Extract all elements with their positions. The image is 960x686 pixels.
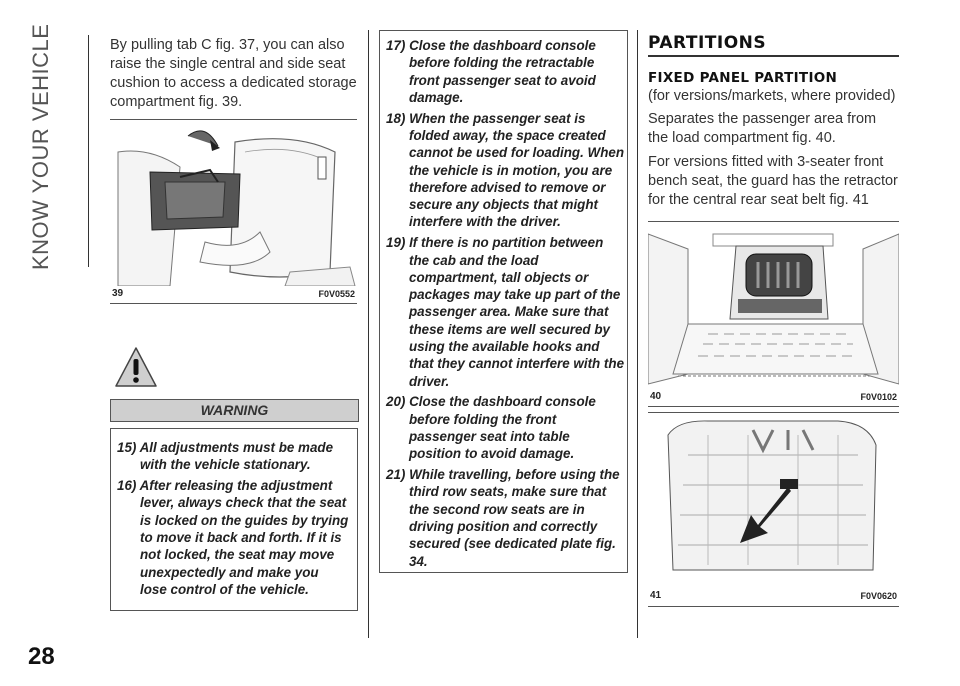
intro-paragraph: By pulling tab C fig. 37, you can also raise the single central and side seat cushion to access a dedicated storage compartment fig. 39. xyxy=(110,37,357,110)
page-number: 28 xyxy=(28,643,55,670)
figure-code: F0V0620 xyxy=(860,591,897,601)
figure-40 xyxy=(648,221,899,407)
figure-code: F0V0552 xyxy=(318,289,355,299)
section-heading: PARTITIONS xyxy=(648,33,767,53)
partition-paragraph-2: For versions fitted with 3-seater front bench seat, the guard has the retractor for the central rear seat belt fig. 41 xyxy=(648,154,898,208)
notes-box-continued xyxy=(379,30,628,573)
figure-code: F0V0102 xyxy=(860,392,897,402)
note-16: 16) After releasing the adjustment lever, always check that the seat is locked on the guides by trying to move it back and forth. If it is not locked, the seat may move unexpectedly and make you lose control of the vehicle. xyxy=(117,478,349,597)
partition-retractor-illustration xyxy=(648,415,899,585)
warning-title: WARNING xyxy=(200,402,269,418)
chapter-title-text: KNOW YOUR VEHICLE xyxy=(28,23,53,270)
note-18: 18) When the passenger seat is folded away, the space created cannot be used for loading. When the vehicle is in motion, you are therefore advised to remove or secure any objects that might interfere with the driver. xyxy=(386,110,624,230)
note-17: 17) Close the dashboard console before folding the retractable front passenger seat to avoid damage. xyxy=(386,38,596,105)
figure-number: 41 xyxy=(650,590,662,601)
warning-title-bar xyxy=(110,399,359,422)
column-divider-2 xyxy=(637,30,638,638)
note-21: 21) While travelling, before using the third row seats, make sure that the second row seats are in driving position and correctly secured (see dedicated plate fig. 34. xyxy=(386,467,620,569)
figure-number: 39 xyxy=(112,288,124,299)
partition-paragraph-1: Separates the passenger area from the load compartment fig. 40. xyxy=(648,111,877,146)
note-15: 15) All adjustments must be made with the vehicle stationary. xyxy=(117,440,334,473)
warning-notes-box xyxy=(110,428,358,611)
figure-number: 40 xyxy=(650,391,662,402)
note-19: 19) If there is no partition between the cab and the load compartment, tall objects or packages may take up part of the passenger area. Make sure that these items are well secured by using the available hooks and that they cannot interfere with the driver. xyxy=(386,235,625,389)
seat-storage-illustration xyxy=(110,122,357,286)
note-20: 20) Close the dashboard console before folding the front passenger seat into table position to avoid damage. xyxy=(386,394,596,462)
column-divider-1 xyxy=(368,30,369,638)
subsection-heading: FIXED PANEL PARTITION xyxy=(648,70,838,86)
figure-39 xyxy=(110,119,357,304)
warning-icon xyxy=(114,346,158,390)
sidebar-divider xyxy=(88,35,89,267)
load-compartment-illustration xyxy=(648,224,899,386)
figure-41 xyxy=(648,412,899,607)
heading-rule xyxy=(648,55,899,57)
availability-note: (for versions/markets, where provided) xyxy=(648,88,896,104)
